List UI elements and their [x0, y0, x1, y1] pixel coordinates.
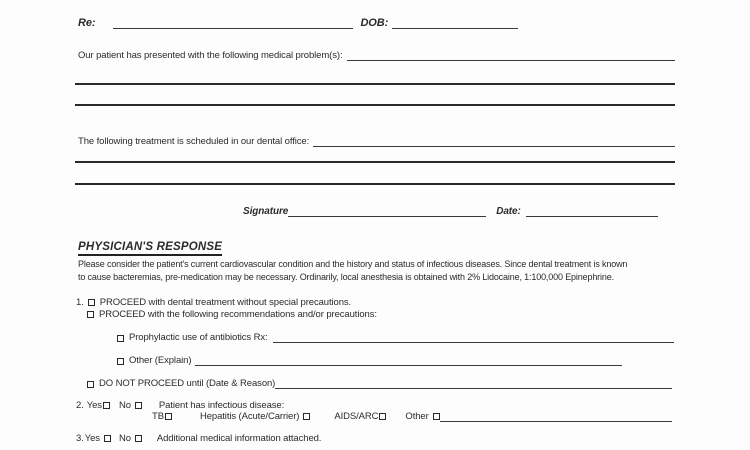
prophylactic-label: Prophylactic use of antibiotics Rx: [129, 332, 268, 343]
other-explain-checkbox[interactable] [117, 358, 124, 365]
response-intro-line-1: Please consider the patient's current cardiovascular condition and the history and status of infectious diseases. Since dental treatment is known [78, 259, 628, 269]
proceed-no-precautions-label: PROCEED with dental treatment without special precautions. [99, 297, 352, 308]
date-label: Date: [496, 206, 521, 217]
re-label: Re: [78, 17, 96, 29]
tb-label: TB [152, 411, 164, 422]
do-not-proceed-line[interactable] [275, 380, 672, 389]
hepatitis-label: Hepatitis (Acute/Carrier) [199, 411, 300, 422]
signature-line[interactable] [288, 206, 486, 217]
prophylactic-checkbox[interactable] [117, 335, 124, 342]
do-not-proceed-checkbox[interactable] [87, 381, 94, 388]
treatment-label: The following treatment is scheduled in our dental office: [78, 136, 310, 147]
treatment-line-2[interactable] [75, 155, 675, 163]
proceed-no-precautions-checkbox[interactable] [88, 299, 95, 306]
proceed-recommendations-checkbox[interactable] [87, 311, 94, 318]
other-explain-row [117, 355, 622, 366]
item2-number: 2. [76, 400, 84, 411]
prophylactic-rx-line[interactable] [273, 334, 674, 343]
aids-arc-checkbox[interactable] [379, 413, 386, 420]
item1-option-b [87, 309, 377, 320]
item1-number: 1. [76, 297, 84, 308]
item3-row [76, 433, 321, 444]
header-row [78, 17, 598, 29]
item2-question: Patient has infectious disease: [158, 400, 285, 411]
re-input-line[interactable] [113, 18, 353, 29]
signature-label: Signature [243, 206, 289, 217]
tb-checkbox[interactable] [165, 413, 172, 420]
q2-other-line[interactable] [440, 413, 672, 422]
response-intro-line-2: to cause bacteremias, pre-medication may be necessary. Ordinarily, local anesthesia is obtained with 2% Lidocaine, 1:100,000 Epinephrine. [78, 272, 614, 282]
other-explain-label: Other (Explain) [129, 355, 192, 366]
item2-no-label: No [118, 400, 131, 411]
treatment-row [78, 136, 675, 147]
q2-other-checkbox[interactable] [433, 413, 440, 420]
medical-problems-line-3[interactable] [75, 98, 675, 106]
dob-input-line[interactable] [392, 18, 518, 29]
signature-row [243, 206, 663, 217]
treatment-line-1[interactable] [313, 136, 675, 147]
q2-yes-checkbox[interactable] [103, 402, 110, 409]
item3-yes-label: Yes [84, 433, 100, 444]
prophylactic-row [117, 332, 674, 343]
item1-option-a [76, 297, 351, 308]
item3-statement: Additional medical information attached. [156, 433, 322, 444]
q2-no-checkbox[interactable] [135, 402, 142, 409]
do-not-proceed-label: DO NOT PROCEED until (Date & Reason) [99, 378, 276, 389]
treatment-line-3[interactable] [75, 177, 675, 185]
medical-problems-row [78, 50, 675, 61]
item3-no-label: No [118, 433, 131, 444]
date-line[interactable] [526, 206, 658, 217]
item2-row [76, 400, 284, 411]
medical-problems-line-2[interactable] [75, 77, 675, 85]
physician-response-title: PHYSICIAN'S RESPONSE [78, 241, 222, 256]
hepatitis-checkbox[interactable] [303, 413, 310, 420]
item2-other-label: Other [405, 411, 429, 422]
q3-yes-checkbox[interactable] [104, 435, 111, 442]
item2-diseases-row [152, 411, 672, 422]
q3-no-checkbox[interactable] [135, 435, 142, 442]
medical-problems-label: Our patient has presented with the following medical problem(s): [78, 50, 343, 61]
medical-problems-line-1[interactable] [347, 50, 676, 61]
do-not-proceed-row [87, 378, 672, 389]
dob-label: DOB: [360, 17, 389, 29]
item3-number: 3. [76, 433, 84, 444]
other-explain-line[interactable] [195, 357, 622, 366]
item2-yes-label: Yes [86, 400, 102, 411]
aids-arc-label: AIDS/ARC [334, 411, 379, 422]
proceed-recommendations-label: PROCEED with the following recommendations and/or precautions: [99, 309, 377, 320]
